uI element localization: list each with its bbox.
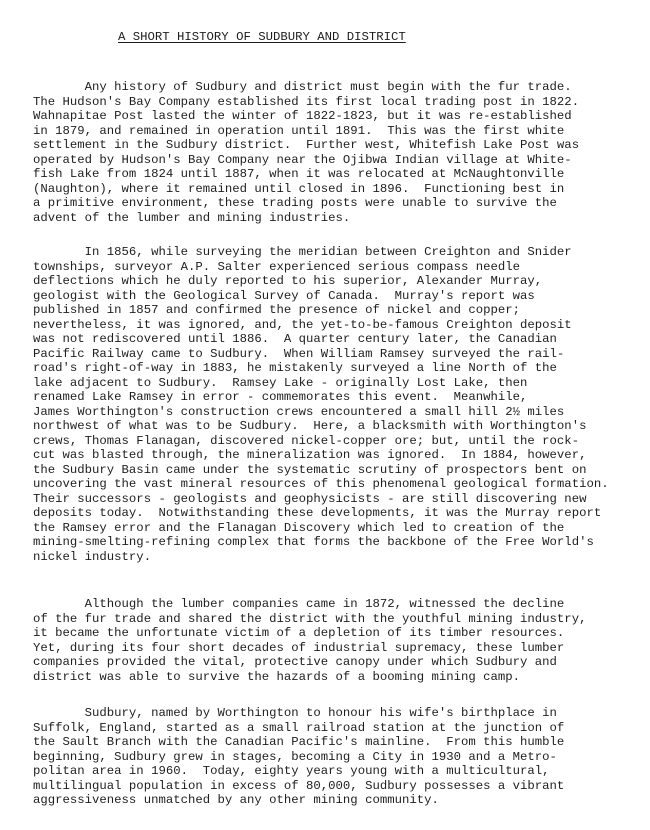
text-line: was not rediscovered until 1886. A quarter century later, the Canadian [33,332,557,346]
text-line: road's right-of-way in 1883, he mistakenly surveyed a line North of the [33,361,557,375]
text-line: The Hudson's Bay Company established its first local trading post in 1822. [33,94,580,109]
paragraph-city-growth [33,706,633,808]
text-line: Wahnapitae Post lasted the winter of 1822-1823, but it was re-established [33,109,572,123]
text-line: it became the unfortunate victim of a depletion of its timber resources. [33,626,565,640]
text-line: companies provided the vital, protective canopy under which Sudbury and [33,655,557,669]
text-line: crews, Thomas Flanagan, discovered nickel-copper ore; but, until the rock- [33,433,580,448]
paragraph-mineral-discovery [33,245,633,564]
document-title: A SHORT HISTORY OF SUDBURY AND DISTRICT [118,30,406,44]
text-line: Any history of Sudbury and district must begin with the fur trade. [33,80,572,94]
text-line: operated by Hudson's Bay Company near the Ojibwa Indian village at White- [33,152,572,167]
text-line: In 1856, while surveying the meridian between Creighton and Snider [33,245,572,259]
text-line: the Sudbury Basin came under the systematic scrutiny of prospectors bent on [33,462,587,477]
text-line: deposits today. Notwithstanding these developments, it was the Murray report [33,506,602,520]
text-line: Yet, during its four short decades of industrial supremacy, these lumber [33,640,565,655]
text-line: multilingual population in excess of 80,000, Sudbury possesses a vibrant [33,778,565,793]
paragraph-lumber [33,597,633,684]
text-line: Pacific Railway came to Sudbury. When William Ramsey surveyed the rail- [33,346,565,361]
text-line: a primitive environment, these trading posts were unable to survive the [33,196,557,210]
text-line: advent of the lumber and mining industries. [33,210,351,225]
text-line: Suffolk, England, started as a small railroad station at the junction of [33,720,565,735]
text-line: northwest of what was to be Sudbury. Here, a blacksmith with Worthington's [33,419,587,433]
text-line: the Ramsey error and the Flanagan Discovery which led to creation of the [33,520,565,535]
text-line: politan area in 1960. Today, eighty years young with a multicultural, [33,764,550,778]
text-line: published in 1857 and confirmed the presence of nickel and copper; [33,303,521,317]
text-line: fish Lake from 1824 until 1887, when it was relocated at McNaughtonville [33,167,565,181]
text-line: townships, surveyor A.P. Salter experienced serious compass needle [33,259,521,274]
text-line: Their successors - geologists and geophysicists - are still discovering new [33,491,587,506]
text-line: renamed Lake Ramsey in error - commemorates this event. Meanwhile, [33,390,528,404]
text-line: Sudbury, named by Worthington to honour his wife's birthplace in [33,706,557,720]
text-line: nickel industry. [33,549,152,564]
text-line: settlement in the Sudbury district. Further west, Whitefish Lake Post was [33,138,580,152]
text-line: mining-smelting-refining complex that forms the backbone of the Free World's [33,535,594,549]
text-line: the Sault Branch with the Canadian Pacific's mainline. From this humble [33,735,565,749]
text-line: in 1879, and remained in operation until 1891. This was the first white [33,123,565,138]
text-line: geologist with the Geological Survey of Canada. Murray's report was [33,288,535,303]
text-line: deflections which he duly reported to his superior, Alexander Murray, [33,274,543,288]
text-line: aggressiveness unmatched by any other mining community. [33,793,439,807]
text-line: lake adjacent to Sudbury. Ramsey Lake - originally Lost Lake, then [33,375,528,390]
text-line: uncovering the vast mineral resources of this phenomenal geological formation. [33,477,609,491]
text-line: beginning, Sudbury grew in stages, becoming a City in 1930 and a Metro- [33,749,557,764]
text-line: nevertheless, it was ignored, and, the yet-to-be-famous Creighton deposit [33,317,572,332]
text-line: (Naughton), where it remained until closed in 1896. Functioning best in [33,181,565,196]
paragraph-fur-trade [33,80,633,225]
text-line: of the fur trade and shared the district with the youthful mining industry, [33,611,587,626]
text-line: cut was blasted through, the mineralization was ignored. In 1884, however, [33,448,587,462]
text-line: district was able to survive the hazards of a booming mining camp. [33,669,521,684]
text-line: Although the lumber companies came in 1872, witnessed the decline [33,597,565,611]
text-line: James Worthington's construction crews encountered a small hill 2½ miles [33,404,565,419]
